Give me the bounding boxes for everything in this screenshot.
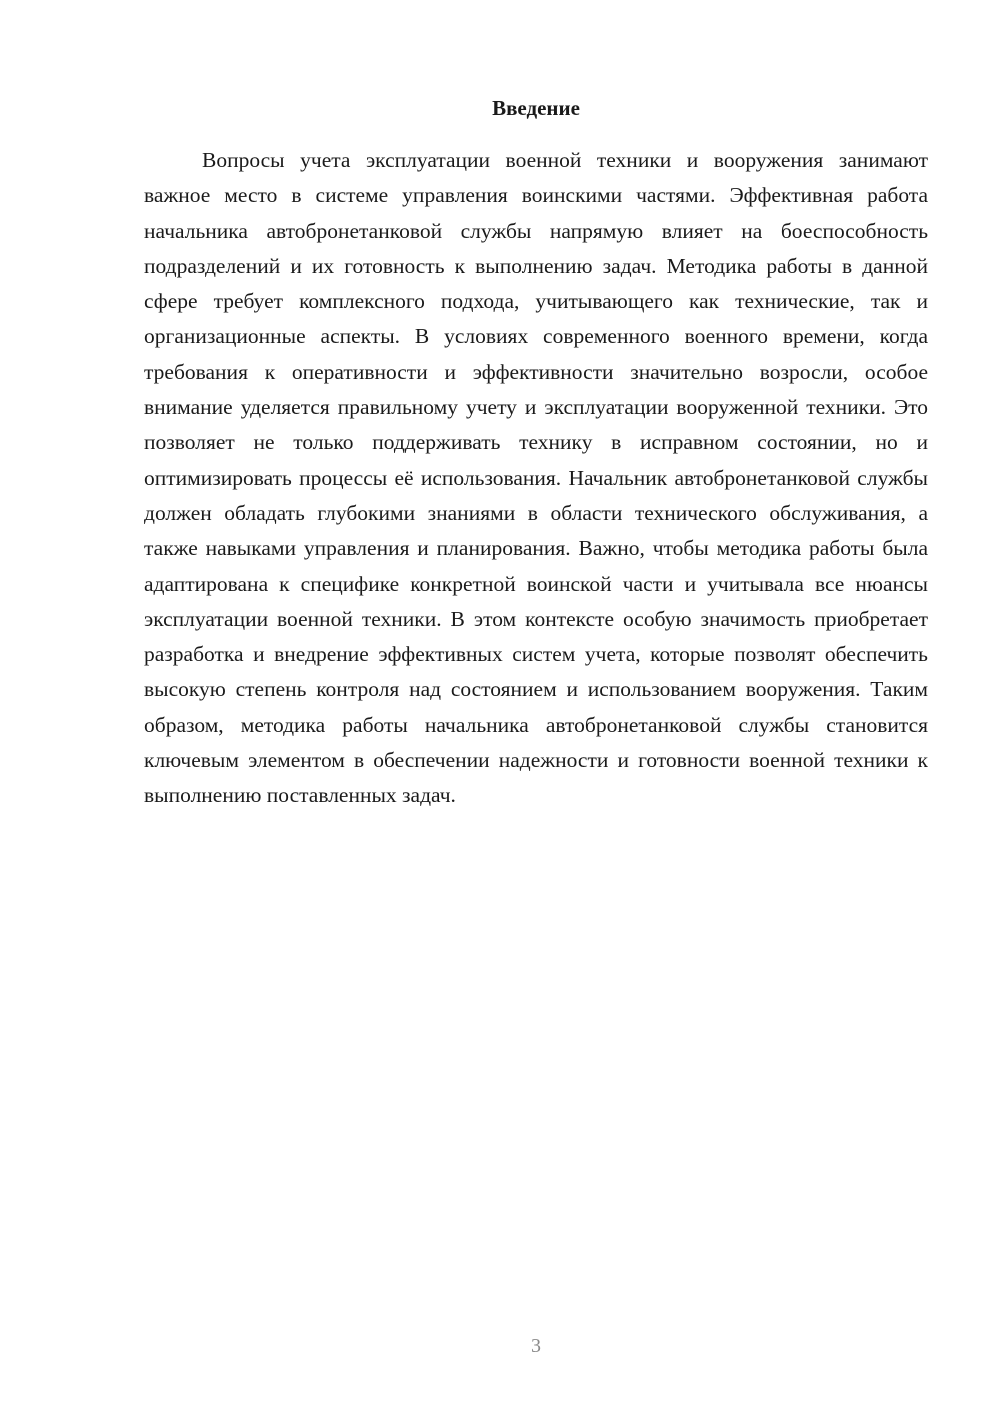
page-number: 3 xyxy=(531,1335,541,1357)
body-paragraph: Вопросы учета эксплуатации военной техники и вооружения занимают важное место в системе управления воинскими частями. Эффективная работа начальника автобронетанковой службы напрямую влияет на боеспособность подразделений и их готовность к выполнению задач. Методика работы в данной сфере требует комплексного подхода, учитывающего как технические, так и организационные аспекты. В условиях современного военного времени, когда требования к оперативности и эффективности значительно возросли, особое внимание уделяется правильному учету и эксплуатации вооруженной техники. Это позволяет не только поддерживать технику в исправном состоянии, но и оптимизировать процессы её использования. Начальник автобронетанковой службы должен обладать глубокими знаниями в области технического обслуживания, а также навыками управления и планирования. Важно, чтобы методика работы была адаптирована к специфике конкретной воинской части и учитывала все нюансы эксплуатации военной техники. В этом контексте особую значимость приобретает разработка и внедрение эффективных систем учета, которые позволят обеспечить высокую степень контроля над состоянием и использованием вооружения. Таким образом, методика работы начальника автобронетанковой службы становится ключевым элементом в обеспечении надежности и готовности военной техники к выполнению поставленных задач. xyxy=(144,148,928,808)
section-heading: Введение xyxy=(492,96,580,120)
